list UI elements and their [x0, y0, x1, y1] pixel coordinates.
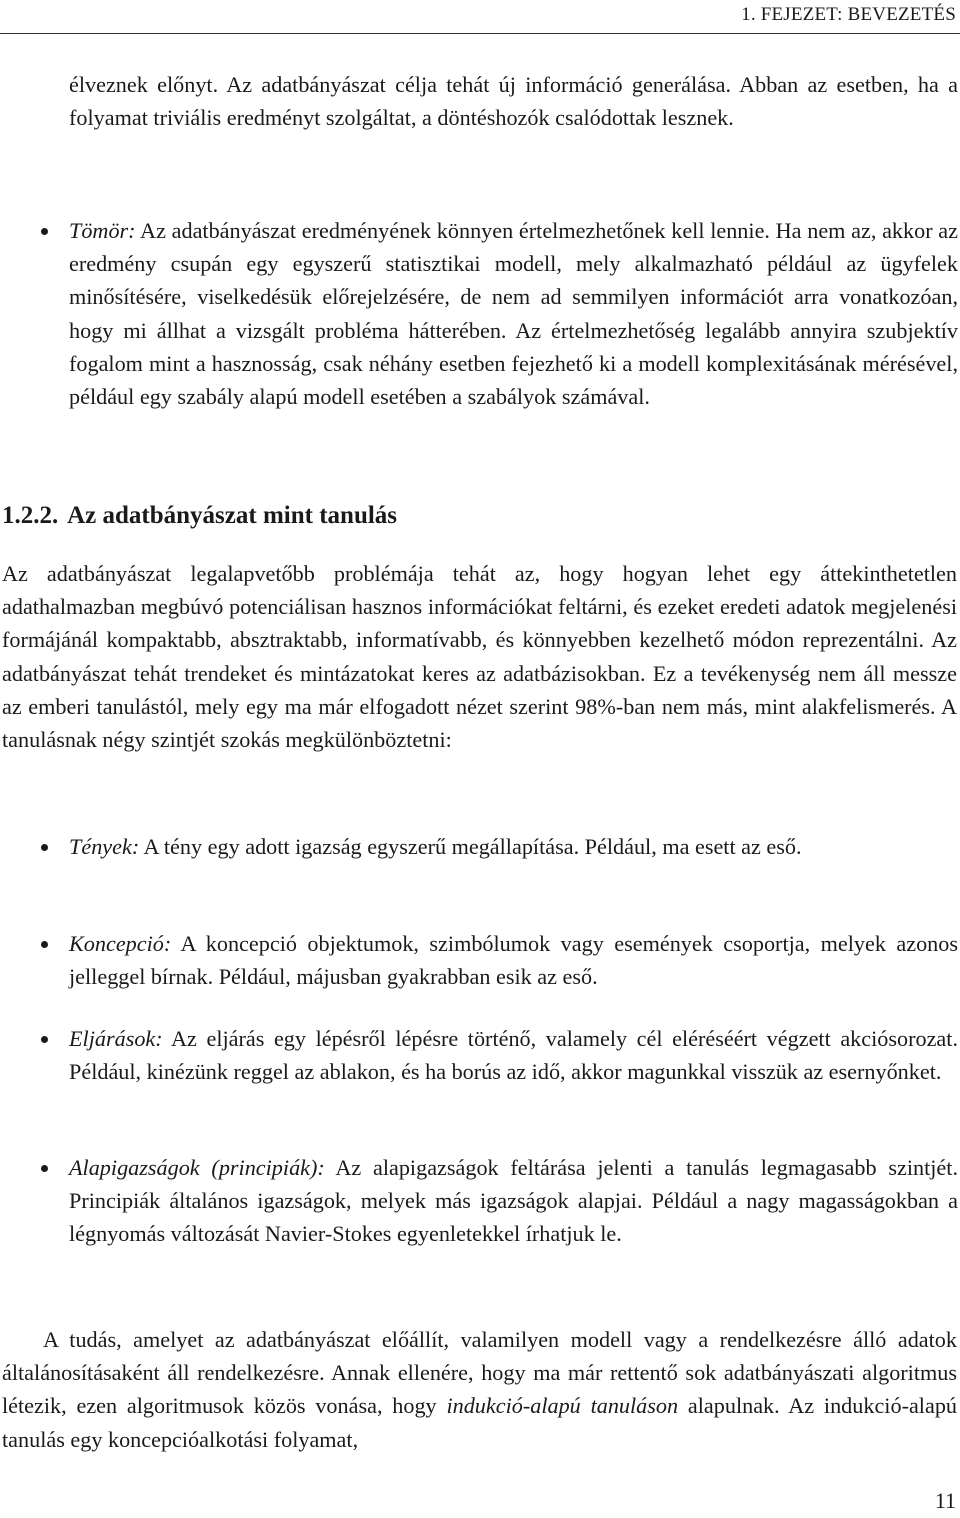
bullet-term: Eljárások: [69, 1026, 163, 1051]
closing-emphasis: indukció-alapú tanuláson [446, 1393, 679, 1419]
section-heading [2, 498, 397, 534]
header-rule [0, 33, 960, 34]
bullet-term: Tények: [69, 834, 140, 859]
intro-paragraph: Az adatbányászat legalapvetőbb problémája tehát az, hogy hogyan lehet egy áttekinthetetlen adathalmazban megbúvó potenciálisan hasznos információkat feltárni, és ezeket eredeti adatok megjelenési formájánál kompaktabb, absztraktabb, informatívabb, és könnyebben kezelhető módon reprezentálni. Az adatbányászat tehát trendeket és mintázatokat keres az adatbázisokban. Ez a tevékenység nem áll messze az emberi tanulástól, mely egy ma már elfogadott nézet szerint 98%-ban nem más, mint alakfelismerés. A tanulásnak négy szintjét szokás megkülönböztetni: [2, 561, 957, 753]
closing-text-before: A tudás, amelyet az adatbányászat előállít, valamilyen modell vagy a rendelkezésre álló adatok általánosításaként áll rendelkezésre. Annak ellenére, hogy ma már rettentő sok adatbányászati algoritmus létezik, ezen algoritmusok közös vonása, hogy [2, 1327, 957, 1419]
bullet-dot-icon [41, 1036, 48, 1043]
bullet-term: Tömör: [69, 218, 136, 243]
closing-paragraph [2, 1323, 957, 1456]
bullet-term: Koncepció: [69, 931, 172, 956]
bullet-text: Az adatbányászat eredményének könnyen értelmezhetőnek kell lennie. Ha nem az, akkor az eredmény csupán egy egyszerű statisztikai modell, mely alkalmazható például az ügyfelek minősítésére, viselkedésük előrejelzésére, de nem ad semmilyen információt arra vonatkozóan, hogy mi állhat a vizsgált probléma hátterében. Az értelmezhetőség legalább annyira szubjektív fogalom mint a hasznosság, csak néhány esetben fejezhető ki a modell komplexitásának mérésével, például egy szabály alapú modell esetében a szabályok számával. [69, 218, 958, 410]
continued-paragraph: élveznek előnyt. Az adatbányászat célja tehát új információ generálása. Abban az esetben, ha a folyamat triviális eredményt szolgáltat, a döntéshozók csalódottak lesznek. [69, 72, 958, 131]
bullet-item-koncepcio [69, 927, 958, 993]
bullet-dot-icon [41, 941, 48, 948]
bullet-item-tomor [69, 214, 958, 413]
bullet-dot-icon [41, 844, 48, 851]
bullet-dot-icon [41, 228, 48, 235]
section-title: Az adatbányászat mint tanulás [67, 502, 398, 529]
closing-text-after: alapulnak. Az indukció-alapú tanulás egy koncepcióalkotási folyamat, [2, 1393, 958, 1452]
bullet-term: Alapigazságok (principiák): [69, 1155, 325, 1180]
page-number: 11 [934, 1488, 956, 1513]
bullet-text: Az alapigazságok feltárása jelenti a tanulás legmagasabb szintjét. Principiák általános igazságok, melyek más igazságok alapjai. Például a nagy magasságokban a légnyomás változását Navier-Stokes egyenletekkel írhatjuk le. [69, 1155, 958, 1247]
section-number: 1.2.2. [2, 502, 59, 529]
bullet-text: A tény egy adott igazság egyszerű megállapítása. Például, ma esett az eső. [139, 834, 802, 859]
bullet-item-eljarasok [69, 1022, 958, 1088]
bullet-dot-icon [41, 1165, 48, 1172]
running-head: 1. FEJEZET: BEVEZETÉS [741, 4, 956, 25]
bullet-item-alapigazsagok [69, 1151, 958, 1251]
bullet-text: A koncepció objektumok, szimbólumok vagy események csoportja, melyek azonos jelleggel bírnak. Például, májusban gyakrabban esik az eső. [69, 931, 958, 990]
bullet-item-tenyek [69, 830, 958, 863]
bullet-text: Az eljárás egy lépésről lépésre történő, valamely cél eléréséért végzett akciósorozat. Például, kinézünk reggel az ablakon, és ha borús az idő, akkor magunkkal visszük az esernyőnket. [69, 1026, 958, 1085]
